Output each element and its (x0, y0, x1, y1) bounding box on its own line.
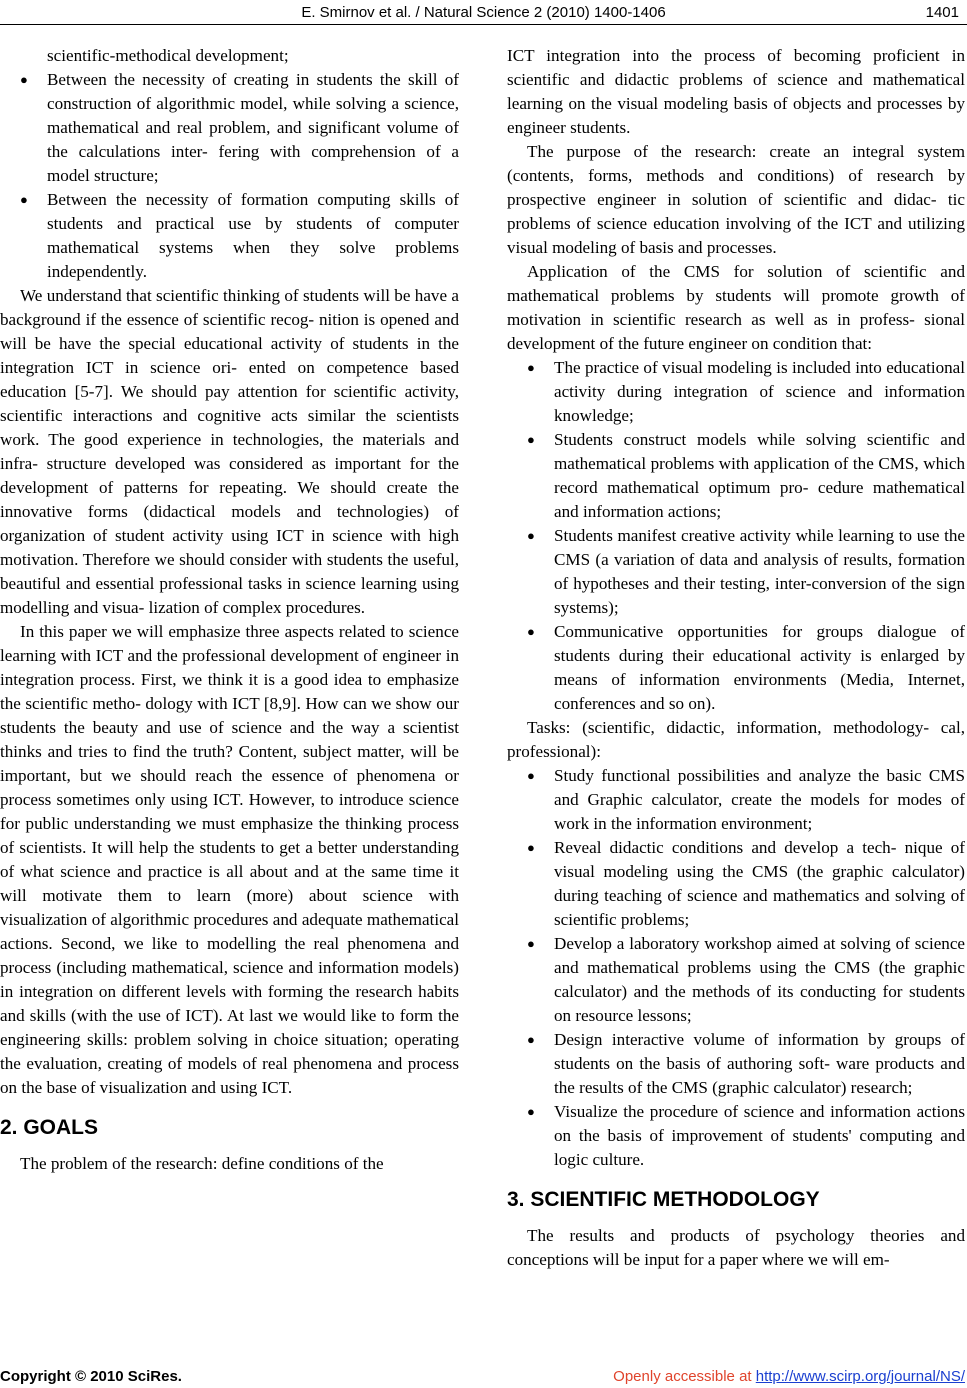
bullet-dot-icon: ● (527, 360, 535, 375)
list-item: ● Design interactive volume of information by groups of students on the basis of authoring soft- ware products and the results of the CMS (graphic calculator) research; (527, 1030, 965, 1097)
contradictions-list (0, 68, 459, 284)
list-item: ● Reveal didactic conditions and develop a tech- nique of visual modeling using the CMS (the graphic calculator) during teaching of science and mathematics and solving of scientific problems; (527, 838, 965, 929)
right-column (507, 44, 965, 1272)
bullet-dot-icon: ● (527, 768, 535, 783)
paragraph: ICT integration into the process of becoming proficient in scientific and didactic problems of science and mathematical learning on the visual modeling basis of objects and processes by engineer students. (507, 46, 965, 137)
journal-link[interactable]: http://www.scirp.org/journal/NS/ (755, 1368, 965, 1385)
conditions-list (507, 356, 965, 716)
tasks-intro: Tasks: (scientific, didactic, information, methodology- cal, professional): (507, 718, 965, 761)
paragraph: Application of the CMS for solution of scientific and mathematical problems by students will promote growth of motivation in scientific research as well as in profess- sional development of the future engineer on condition that: (507, 262, 965, 353)
bullet-dot-icon: ● (527, 1032, 535, 1047)
list-item: ● Between the necessity of formation computing skills of students and practical use by students of computer mathematical systems when they solve problems independently. (20, 190, 459, 281)
list-item: ● Students manifest creative activity while learning to use the CMS (a variation of data and analysis of results, formation of hypotheses and their testing, inter-conversion of the sign systems); (527, 526, 965, 617)
list-item: ● The practice of visual modeling is included into educational activity during integration of science and information knowledge; (527, 358, 965, 425)
list-item: ● Between the necessity of creating in students the skill of construction of algorithmic model, while solving a science, mathematical and real problem, and significant volume of the calculations inter- fering with comprehension of a model structure; (20, 70, 459, 185)
paragraph: The purpose of the research: create an integral system (contents, forms, methods and conditions) of research by prospective engineer in solution of scientific and didac- tic problems of science education involving of the ICT and utilizing visual modeling of basis and processes. (507, 142, 965, 257)
bullet-dot-icon: ● (527, 840, 535, 855)
list-item: ● Visualize the procedure of science and information actions on the basis of improvement of students' computing and logic culture. (527, 1102, 965, 1169)
bullet-dot-icon: ● (527, 936, 535, 951)
left-column (0, 44, 459, 1176)
paragraph: The problem of the research: define conditions of the (20, 1154, 384, 1173)
bullet-dot-icon: ● (20, 72, 28, 87)
tasks-list (507, 764, 965, 1172)
page-footer (0, 1366, 967, 1388)
paragraph: In this paper we will emphasize three aspects related to science learning with ICT and the professional development of engineer in integration process. First, we think it is a good idea to emphasize the scientific metho- dology with ICT [8,9]. How can we show our students the beauty and use of science and the way a scientist thinks and tries to find the truth? Content, subject matter, will be important, but we should reach the essence of phenomena or process sometimes only using ICT. However, to introduce science for public understanding we must emphasize the thinking process of scientists. It will help the students to get a better understanding of what science and practice is all about and at the same time it will motivate them to learn (more) about science with visualization of algorithmic procedures and adequate mathematical actions. Second, we like to modelling the real phenomena and process (including mathematical, science and information models) in integration on different levels with forming the research habits and skills (with the use of ICT). At last we would like to form the engineering skills: problem solving in choice situation; operating the evaluation, creating of models of real phenomena and process on the base of visualization and using ICT. (0, 622, 459, 1097)
section-heading-methodology: 3. SCIENTIFIC METHODOLOGY (507, 1188, 820, 1211)
running-title: E. Smirnov et al. / Natural Science 2 (2010) 1400-1406 (301, 4, 666, 21)
section-heading-goals: 2. GOALS (0, 1116, 99, 1139)
page-header (0, 2, 967, 24)
bullet-dot-icon: ● (527, 1104, 535, 1119)
bullet-dot-icon: ● (527, 432, 535, 447)
bullet-dot-icon: ● (527, 624, 535, 639)
copyright-notice: Copyright © 2010 SciRes. (0, 1368, 182, 1385)
bullet-dot-icon: ● (20, 192, 28, 207)
continuation-text: scientific-methodical development; (47, 46, 289, 65)
list-item: ● Students construct models while solving scientific and mathematical problems with application of the CMS, which record mathematical optimum pro- cedure mathematical and information actions; (527, 430, 965, 521)
header-rule (0, 24, 967, 25)
access-notice: Openly accessible at http://www.scirp.org/journal/NS/ (613, 1368, 965, 1385)
list-item: ● Communicative opportunities for groups dialogue of students during their educational activity is enlarged by means of information environments (Media, Internet, conferences and so on). (527, 622, 965, 713)
list-item: ● Study functional possibilities and analyze the basic CMS and Graphic calculator, create the models for modes of work in the information environment; (527, 766, 965, 833)
page-number: 1401 (925, 4, 959, 21)
list-item: ● Develop a laboratory workshop aimed at solving of science and mathematical problems using the CMS (the graphic calculator) and the methods of its conducting for students on resource lessons; (527, 934, 965, 1025)
bullet-dot-icon: ● (527, 528, 535, 543)
paragraph: The results and products of psychology theories and conceptions will be input for a paper where we will em- (507, 1226, 965, 1269)
paragraph: We understand that scientific thinking of students will be have a background if the essence of scientific recog- nition is opened and will be have the special educational activity of students in the integration ICT in science ori- ented on competence based education [5-7]. We should pay attention for scientific activity, scientific interactions and cognitive acts similar the scientists work. The good experience in technologies, the materials and infra- structure developed was considered as important for the development of patterns for repeating. We should create the innovative forms (didactical models and technologies) of organization of student activity using ICT in science with high motivation. Therefore we should consider with students the useful, beautiful and essential professional tasks in science learning using modelling and visua- lization of complex procedures. (0, 286, 459, 617)
